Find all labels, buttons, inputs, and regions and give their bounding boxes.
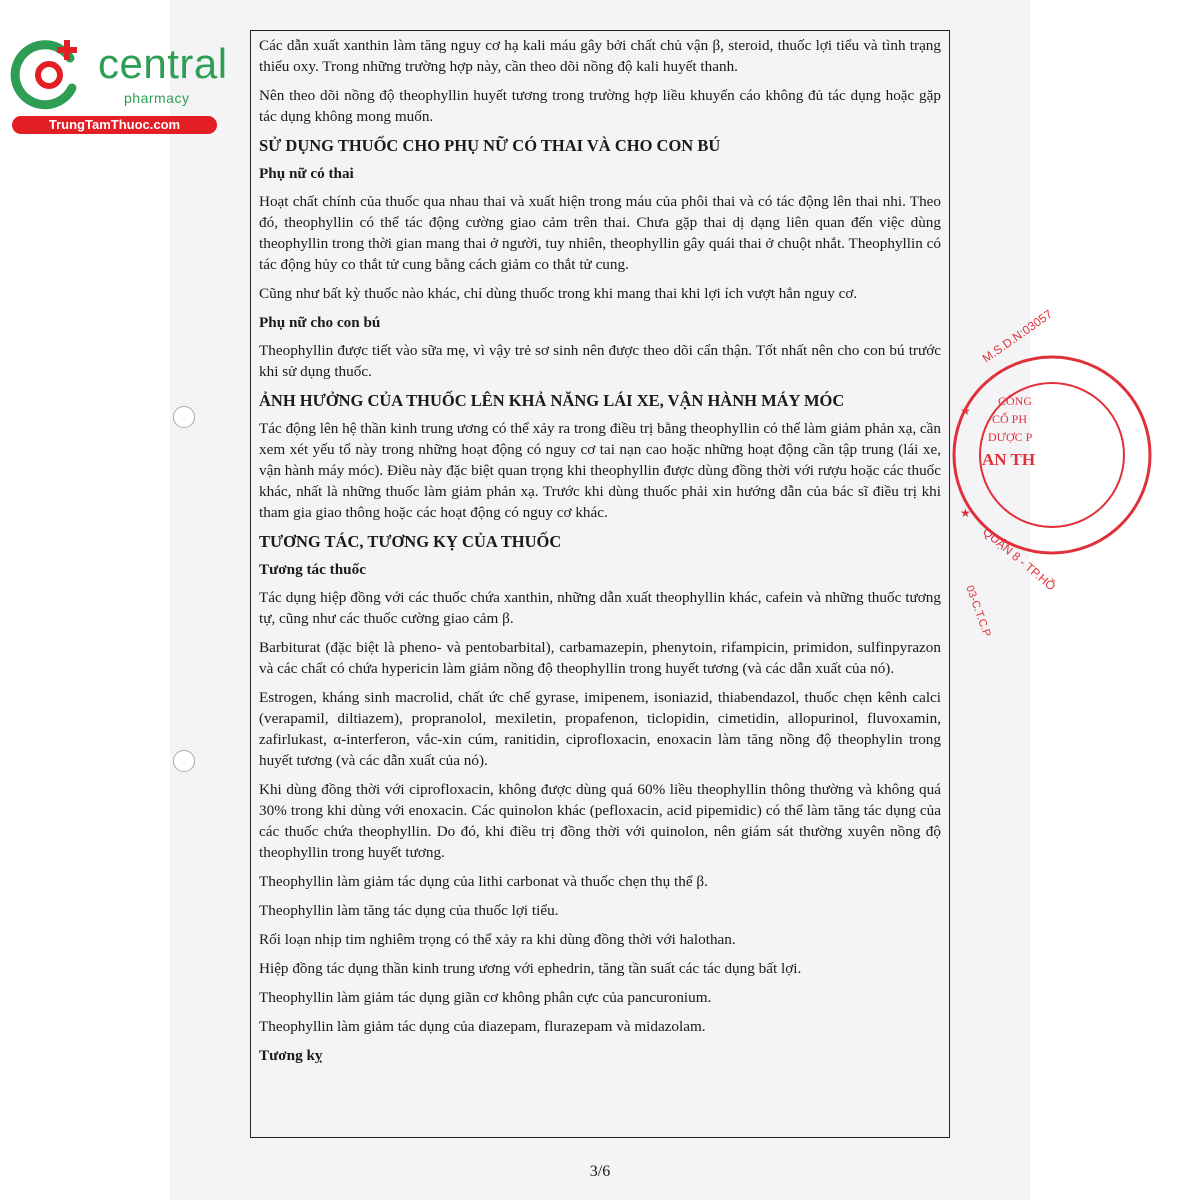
svg-text:★: ★ [960, 404, 971, 418]
paragraph: Cũng như bất kỳ thuốc nào khác, chỉ dùng thuốc trong khi mang thai khi lợi ích vượt hẳn nguy cơ. [259, 285, 858, 302]
section-heading-driving: ẢNH HƯỞNG CỦA THUỐC LÊN KHẢ NĂNG LÁI XE, VẬN HÀNH MÁY MÓC [259, 391, 845, 410]
stamp-line: DƯỢC P [988, 430, 1033, 444]
paragraph: Estrogen, kháng sinh macrolid, chất ức chế gyrase, imipenem, isoniazid, thiabendazol, thuốc chẹn kênh calci (verapamil, diltiazem), propranolol, mexiletin, propafenon, ticlopidin, cimetidin, allopurinol, fluvoxamin, zafirlukast, α-interferon, vắc-xin cúm, ranitidin, ciprofloxacin, enoxacin làm tăng nồng độ theophylin trong huyết tương (và các dẫn xuất của nó). [259, 689, 941, 769]
paragraph: Theophyllin làm giảm tác dụng của diazepam, flurazepam và midazolam. [259, 1018, 706, 1035]
page-number: 3/6 [589, 1163, 611, 1180]
paragraph: Tác động lên hệ thần kinh trung ương có thể xảy ra trong điều trị bằng theophyllin có thể làm giảm phản xạ, cần xem xét yếu tố này trong những hoạt động có nguy cơ tai nạn cao hoặc những hoạt động cần tập trung (lái xe, vận hành máy móc). Điều này đặc biệt quan trọng khi theophyllin được dùng đồng thời với rượu hoặc các thuốc khác, nhất là những thuốc làm giảm phản xạ. Trước khi dùng thuốc phải xin hướng dẫn của bác sĩ điều trị khi tham gia giao thông hoặc các hoạt động có nguy cơ khác. [259, 420, 941, 521]
section-heading-pregnancy: SỬ DỤNG THUỐC CHO PHỤ NỮ CÓ THAI VÀ CHO CON BÚ [259, 136, 721, 155]
subheading-breastfeeding: Phụ nữ cho con bú [259, 314, 381, 331]
paragraph: Khi dùng đồng thời với ciprofloxacin, không được dùng quá 60% liều theophyllin thông thường và không quá 30% trong khi dùng với enoxacin. Các quinolon khác (pefloxacin, acid pipemidic) có thể làm tăng tác dụng của các thuốc chứa theophyllin. Do đó, khi điều trị đồng thời với quinolon, nên giám sát thường xuyên nồng độ theophyllin trong huyết tương. [259, 781, 941, 861]
logo-subtitle: pharmacy [124, 90, 190, 106]
central-pharmacy-logo [10, 36, 228, 136]
paragraph: Rối loạn nhịp tim nghiêm trọng có thể xảy ra khi dùng đồng thời với halothan. [259, 931, 736, 948]
company-seal-stamp [952, 305, 1059, 639]
punch-hole [173, 406, 195, 428]
central-logo-mark-icon [10, 36, 88, 114]
paragraph: Theophyllin làm tăng tác dụng của thuốc lợi tiểu. [259, 902, 559, 919]
document-content-frame [250, 30, 950, 1138]
seal-stamp-icon [952, 305, 1152, 639]
logo-brand-name: central [98, 40, 228, 87]
paragraph: Các dẫn xuất xanthin làm tăng nguy cơ hạ kali máu gây bởi chất chủ vận β, steroid, thuốc lợi tiểu và tình trạng thiếu oxy. Trong những trường hợp này, cần theo dõi nồng độ kali huyết thanh. [259, 37, 941, 75]
paragraph: Theophyllin làm giảm tác dụng của lithi carbonat và thuốc chẹn thụ thể β. [259, 873, 708, 890]
svg-text:QUẬN 8 - TP.HỒ: QUẬN 8 - TP.HỒ [980, 524, 1059, 594]
paragraph: Tác dụng hiệp đồng với các thuốc chứa xanthin, những dẫn xuất theophyllin khác, cafein và những thuốc tương tự, cũng như các thuốc cường giao cảm β. [259, 589, 941, 627]
stamp-line: AN TH [982, 450, 1036, 469]
paragraph: Hiệp đồng tác dụng thần kinh trung ương với ephedrin, tăng tần suất các tác dụng bất lợi. [259, 960, 802, 977]
punch-hole [173, 750, 195, 772]
paragraph: Hoạt chất chính của thuốc qua nhau thai và xuất hiện trong máu của phôi thai và có tác động lên thai nhi. Theo đó, theophyllin có thể tác động cường giao cảm trên thai. Chưa gặp thai dị dạng liên quan đến việc dùng theophyllin trong thời gian mang thai ở người, tuy nhiên, theophyllin gây quái thai ở chuột nhắt. Theophyllin có tác động hủy co thắt tử cung bằng cách giảm co thắt tử cung. [259, 193, 941, 273]
svg-text:M.S.D.N:03057: M.S.D.N:03057 [979, 306, 1055, 366]
paragraph: Theophyllin làm giảm tác dụng giãn cơ không phân cực của pancuronium. [259, 989, 712, 1006]
svg-text:★: ★ [960, 506, 971, 520]
svg-text:03-C.T.C.P: 03-C.T.C.P [963, 583, 993, 639]
stamp-line: CỔ PH [992, 412, 1028, 426]
stamp-line: CÔNG [998, 394, 1033, 408]
paragraph: Barbiturat (đặc biệt là pheno- và pentobarbital), carbamazepin, phenytoin, rifampicin, primidon, sulfinpyrazon và các chất có chứa hypericin làm giảm nồng độ theophyllin trong huyết tương (và các dẫn xuất của nó). [259, 639, 941, 677]
subheading-pregnant-women: Phụ nữ có thai [259, 165, 354, 182]
paragraph: Nên theo dõi nồng độ theophyllin huyết tương trong trường hợp liều khuyến cáo không đủ tác dụng hoặc gặp tác dụng không mong muốn. [259, 87, 941, 125]
logo-website-banner: TrungTamThuoc.com [12, 116, 217, 134]
paragraph: Theophyllin được tiết vào sữa mẹ, vì vậy trẻ sơ sinh nên được theo dõi cẩn thận. Tốt nhất nên cho con bú trước khi sử dụng thuốc. [259, 342, 941, 380]
subheading-drug-interactions: Tương tác thuốc [259, 561, 366, 578]
subheading-incompatibilities: Tương kỵ [259, 1047, 323, 1064]
section-heading-interactions: TƯƠNG TÁC, TƯƠNG KỴ CỦA THUỐC [259, 532, 562, 551]
